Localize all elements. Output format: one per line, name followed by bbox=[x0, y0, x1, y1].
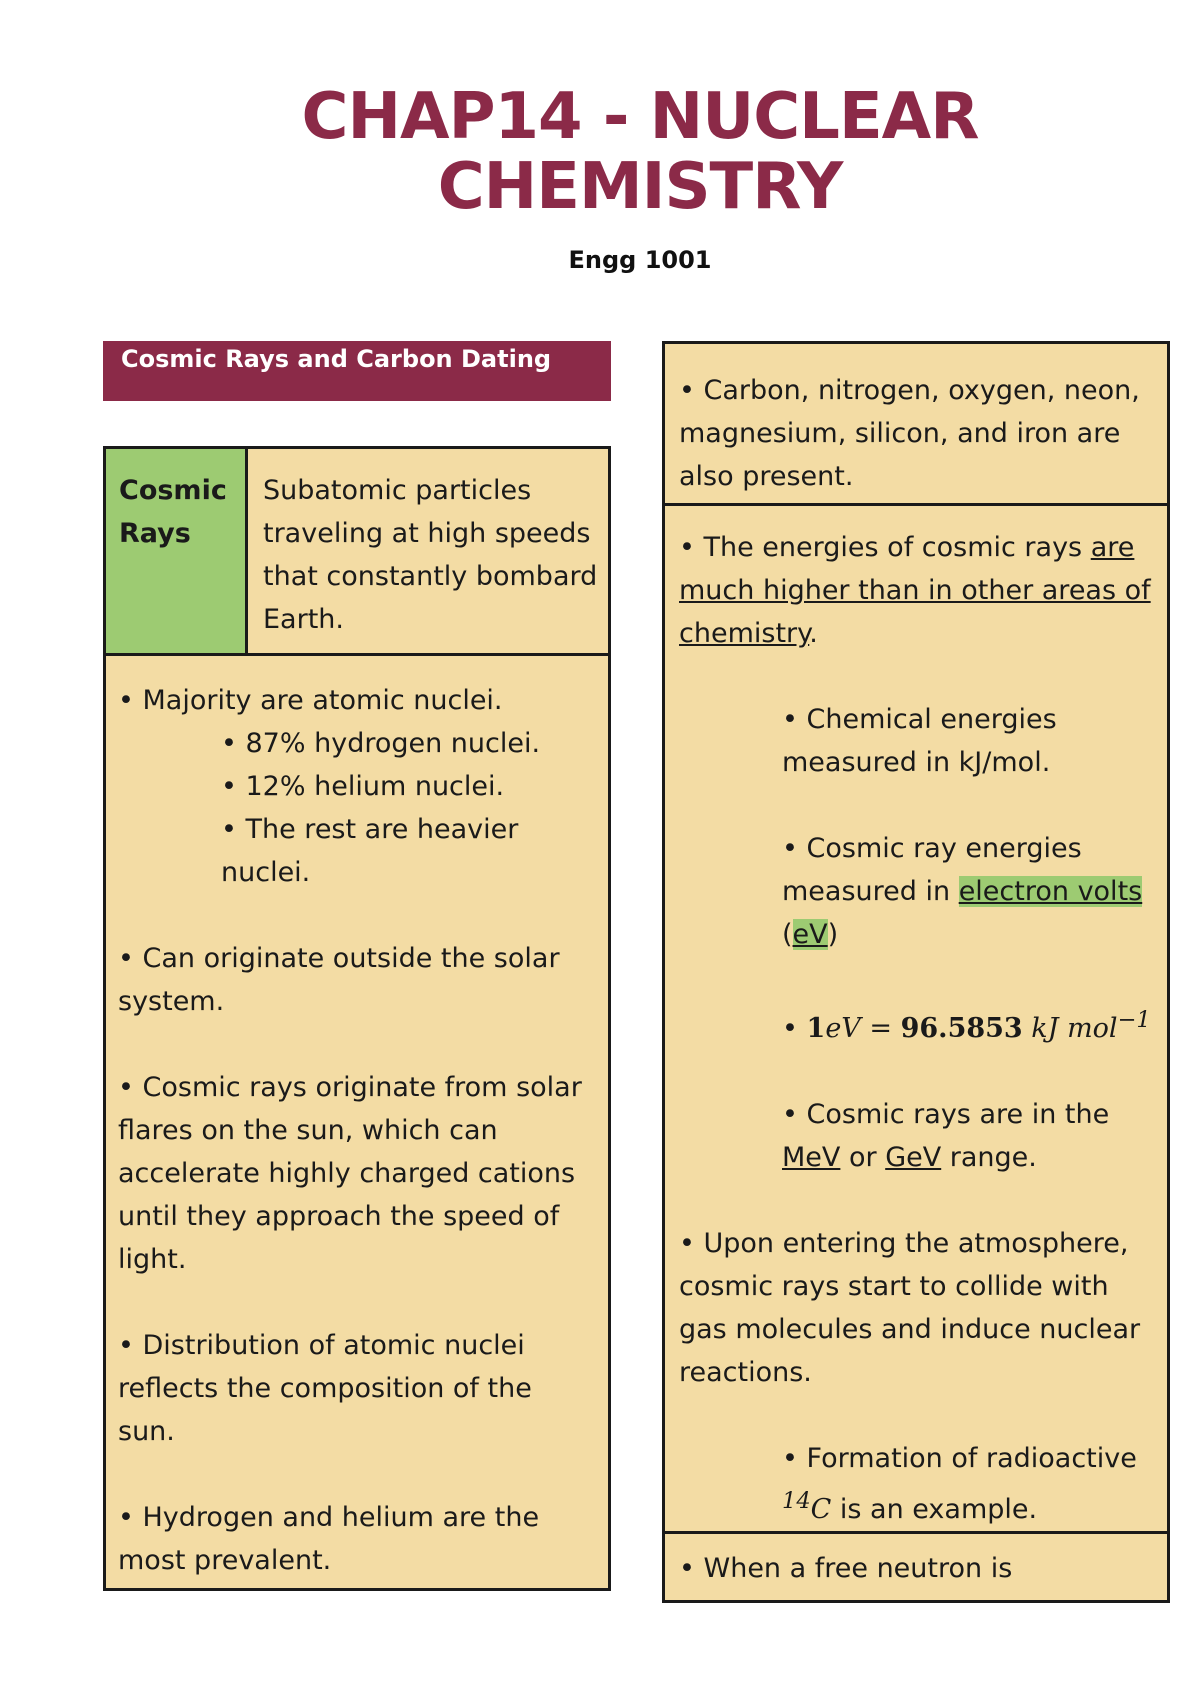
sub-bullet-ev-equation: • 1eV = 96.5853 kJ mol$^{-1}$ bbox=[782, 1007, 1151, 1044]
bullet-solar-flares: • Cosmic rays originate from solar flares on the sun, which can accelerate highly charged cations until they approach the speed of light. bbox=[118, 1072, 582, 1275]
sub-bullet-carbon-14: • Formation of radioactive $^{14}$C is an example. bbox=[782, 1443, 1137, 1525]
definition-box bbox=[103, 446, 611, 656]
term-line-1: Cosmic bbox=[119, 475, 227, 506]
energies-text: • The energies of cosmic rays bbox=[679, 532, 1091, 563]
bullet-energies: • The energies of cosmic rays are much higher than in other areas of chemistry. bbox=[679, 532, 1151, 649]
energies-underlined: are much higher than in other areas of chemistry bbox=[679, 532, 1151, 649]
left-notes-box bbox=[103, 653, 611, 1591]
mev-label: MeV bbox=[782, 1142, 841, 1173]
right-notes-box-1 bbox=[662, 341, 1170, 506]
section-header: Cosmic Rays and Carbon Dating bbox=[103, 341, 611, 401]
bullet-majority: • Majority are atomic nuclei. bbox=[118, 685, 503, 716]
sub-bullet-helium: • 12% helium nuclei. bbox=[221, 771, 505, 802]
sub-bullet-hydrogen: • 87% hydrogen nuclei. bbox=[221, 728, 541, 759]
sub-bullet-mev-gev: • Cosmic rays are in the MeV or GeV range. bbox=[782, 1099, 1110, 1173]
sub-bullet-heavier: • The rest are heavier nuclei. bbox=[221, 814, 519, 888]
title-line-2: CHEMISTRY bbox=[437, 150, 843, 224]
right-notes-box-3 bbox=[662, 1531, 1170, 1603]
bullet-distribution: • Distribution of atomic nuclei reflects the composition of the sun. bbox=[118, 1330, 532, 1447]
carbon-14-symbol: $^{14}$C bbox=[782, 1488, 832, 1525]
sub-bullet-cosmic-energies: • Cosmic ray energies measured in electron volts (eV) bbox=[782, 833, 1143, 950]
gev-label: GeV bbox=[885, 1142, 942, 1173]
definition-text: Subatomic particles traveling at high speeds that constantly bombard Earth. bbox=[263, 475, 598, 635]
highlight-ev: eV bbox=[792, 919, 828, 950]
definition-term bbox=[106, 449, 248, 653]
bullet-outside-solar: • Can originate outside the solar system. bbox=[118, 943, 560, 1017]
highlight-electron-volts: electron volts bbox=[958, 876, 1143, 907]
sub-bullet-chemical-energies: • Chemical energies measured in kJ/mol. bbox=[782, 704, 1057, 778]
bullet-prevalent: • Hydrogen and helium are the most prevalent. bbox=[118, 1502, 540, 1576]
page-subtitle: Engg 1001 bbox=[568, 246, 712, 274]
ev-equation: 1eV = 96.5853 kJ mol$^{-1}$ bbox=[806, 1007, 1151, 1044]
page-title bbox=[0, 82, 1200, 222]
right-notes-box-2 bbox=[662, 503, 1170, 1534]
bullet-upon-entering: • Upon entering the atmosphere, cosmic rays start to collide with gas molecules and induce nuclear reactions. bbox=[679, 1228, 1141, 1388]
bullet-elements-present: • Carbon, nitrogen, oxygen, neon, magnesium, silicon, and iron are also present. bbox=[679, 375, 1140, 492]
title-line-1: CHAP14 - NUCLEAR bbox=[301, 80, 979, 154]
bullet-free-neutron: • When a free neutron is bbox=[679, 1553, 1013, 1584]
term-line-2: Rays bbox=[119, 518, 191, 549]
